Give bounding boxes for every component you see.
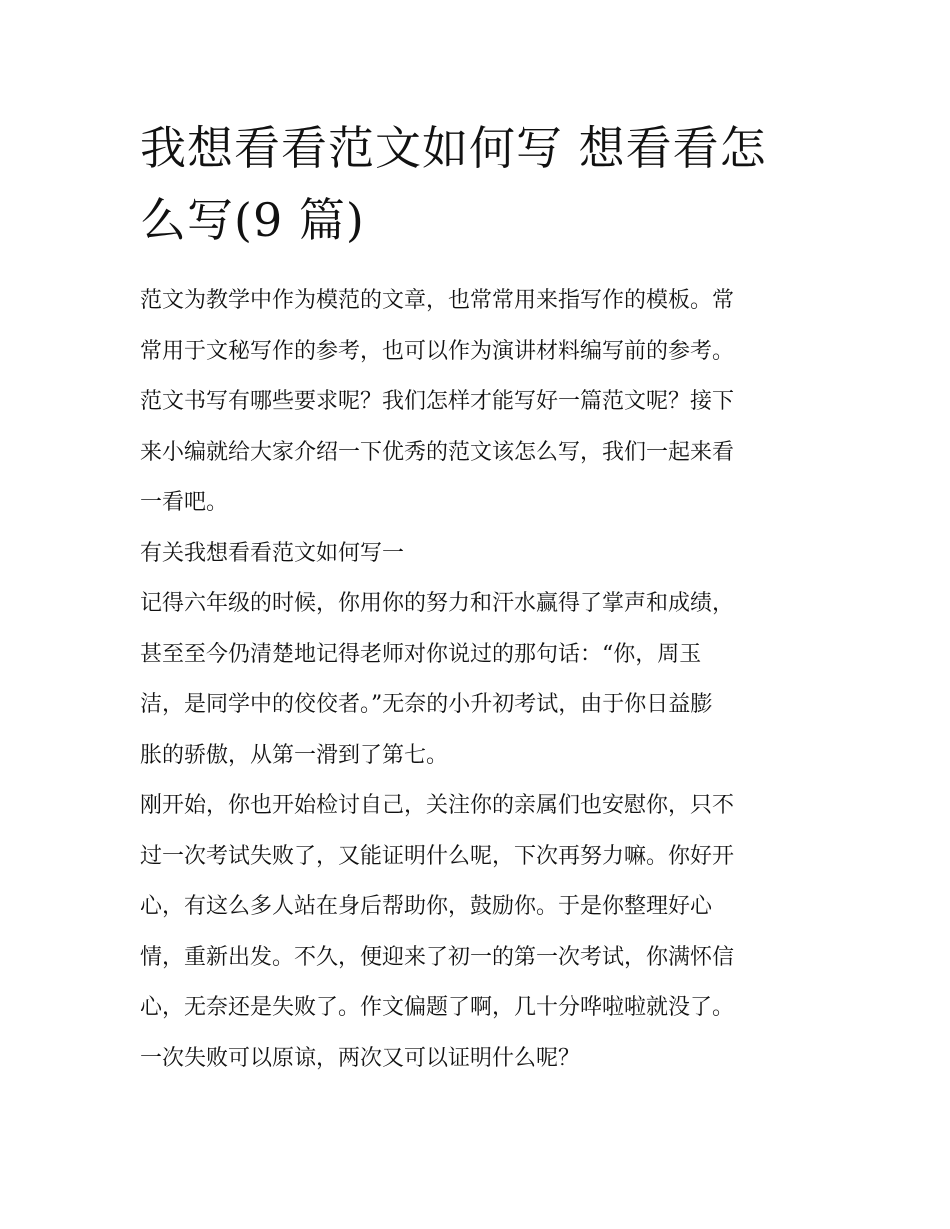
text-line: 有关我想看看范文如何写一 [140,540,405,566]
text-line: 刚开始，你也开始检讨自己，关注你的亲属们也安慰你，只不 [140,793,735,818]
text-line: 常用于文秘写作的参考，也可以作为演讲材料编写前的参考。 [140,338,735,364]
text-line: 洁，是同学中的佼佼者。”无奈的小升初考试，由于你日益膨 [140,692,713,717]
text-line: 一次失败可以原谅，两次又可以证明什么呢？ [140,1045,581,1071]
text-line: 范文书写有哪些要求呢？我们怎样才能写好一篇范文呢？接下 [140,389,735,414]
document-title [140,112,815,256]
text-line: 胀的骄傲，从第一滑到了第七。 [140,742,449,768]
text-line: 一看吧。 [140,490,229,515]
story-paragraph-2 [140,781,815,1084]
text-line: 心，有这么多人站在身后帮助你，鼓励你。于是你整理好心 [140,894,713,919]
text-line: 过一次考试失败了，又能证明什么呢，下次再努力嘛。你好开 [140,843,735,869]
text-line: 情，重新出发。不久，便迎来了初一的第一次考试，你满怀信 [140,944,735,970]
text-line: 记得六年级的时候，你用你的努力和汗水赢得了掌声和成绩， [140,591,735,616]
text-line: 范文为教学中作为模范的文章，也常常用来指写作的模板。常 [140,288,735,313]
text-line: 心，无奈还是失败了。作文偏题了啊，几十分哗啦啦就没了。 [140,995,735,1020]
document-body [140,276,815,1084]
intro-paragraph [140,276,815,529]
text-line: 甚至至今仍清楚地记得老师对你说过的那句话：“你，周玉 [140,641,702,667]
story-paragraph-1 [140,579,815,781]
section-heading [140,529,815,580]
text-line: 来小编就给大家介绍一下优秀的范文该怎么写，我们一起来看 [140,439,735,465]
title-line: 我想看看范文如何写 想看看怎 [140,121,767,175]
title-line: 么写(9 篇) [140,193,365,247]
document-page [140,112,815,1084]
